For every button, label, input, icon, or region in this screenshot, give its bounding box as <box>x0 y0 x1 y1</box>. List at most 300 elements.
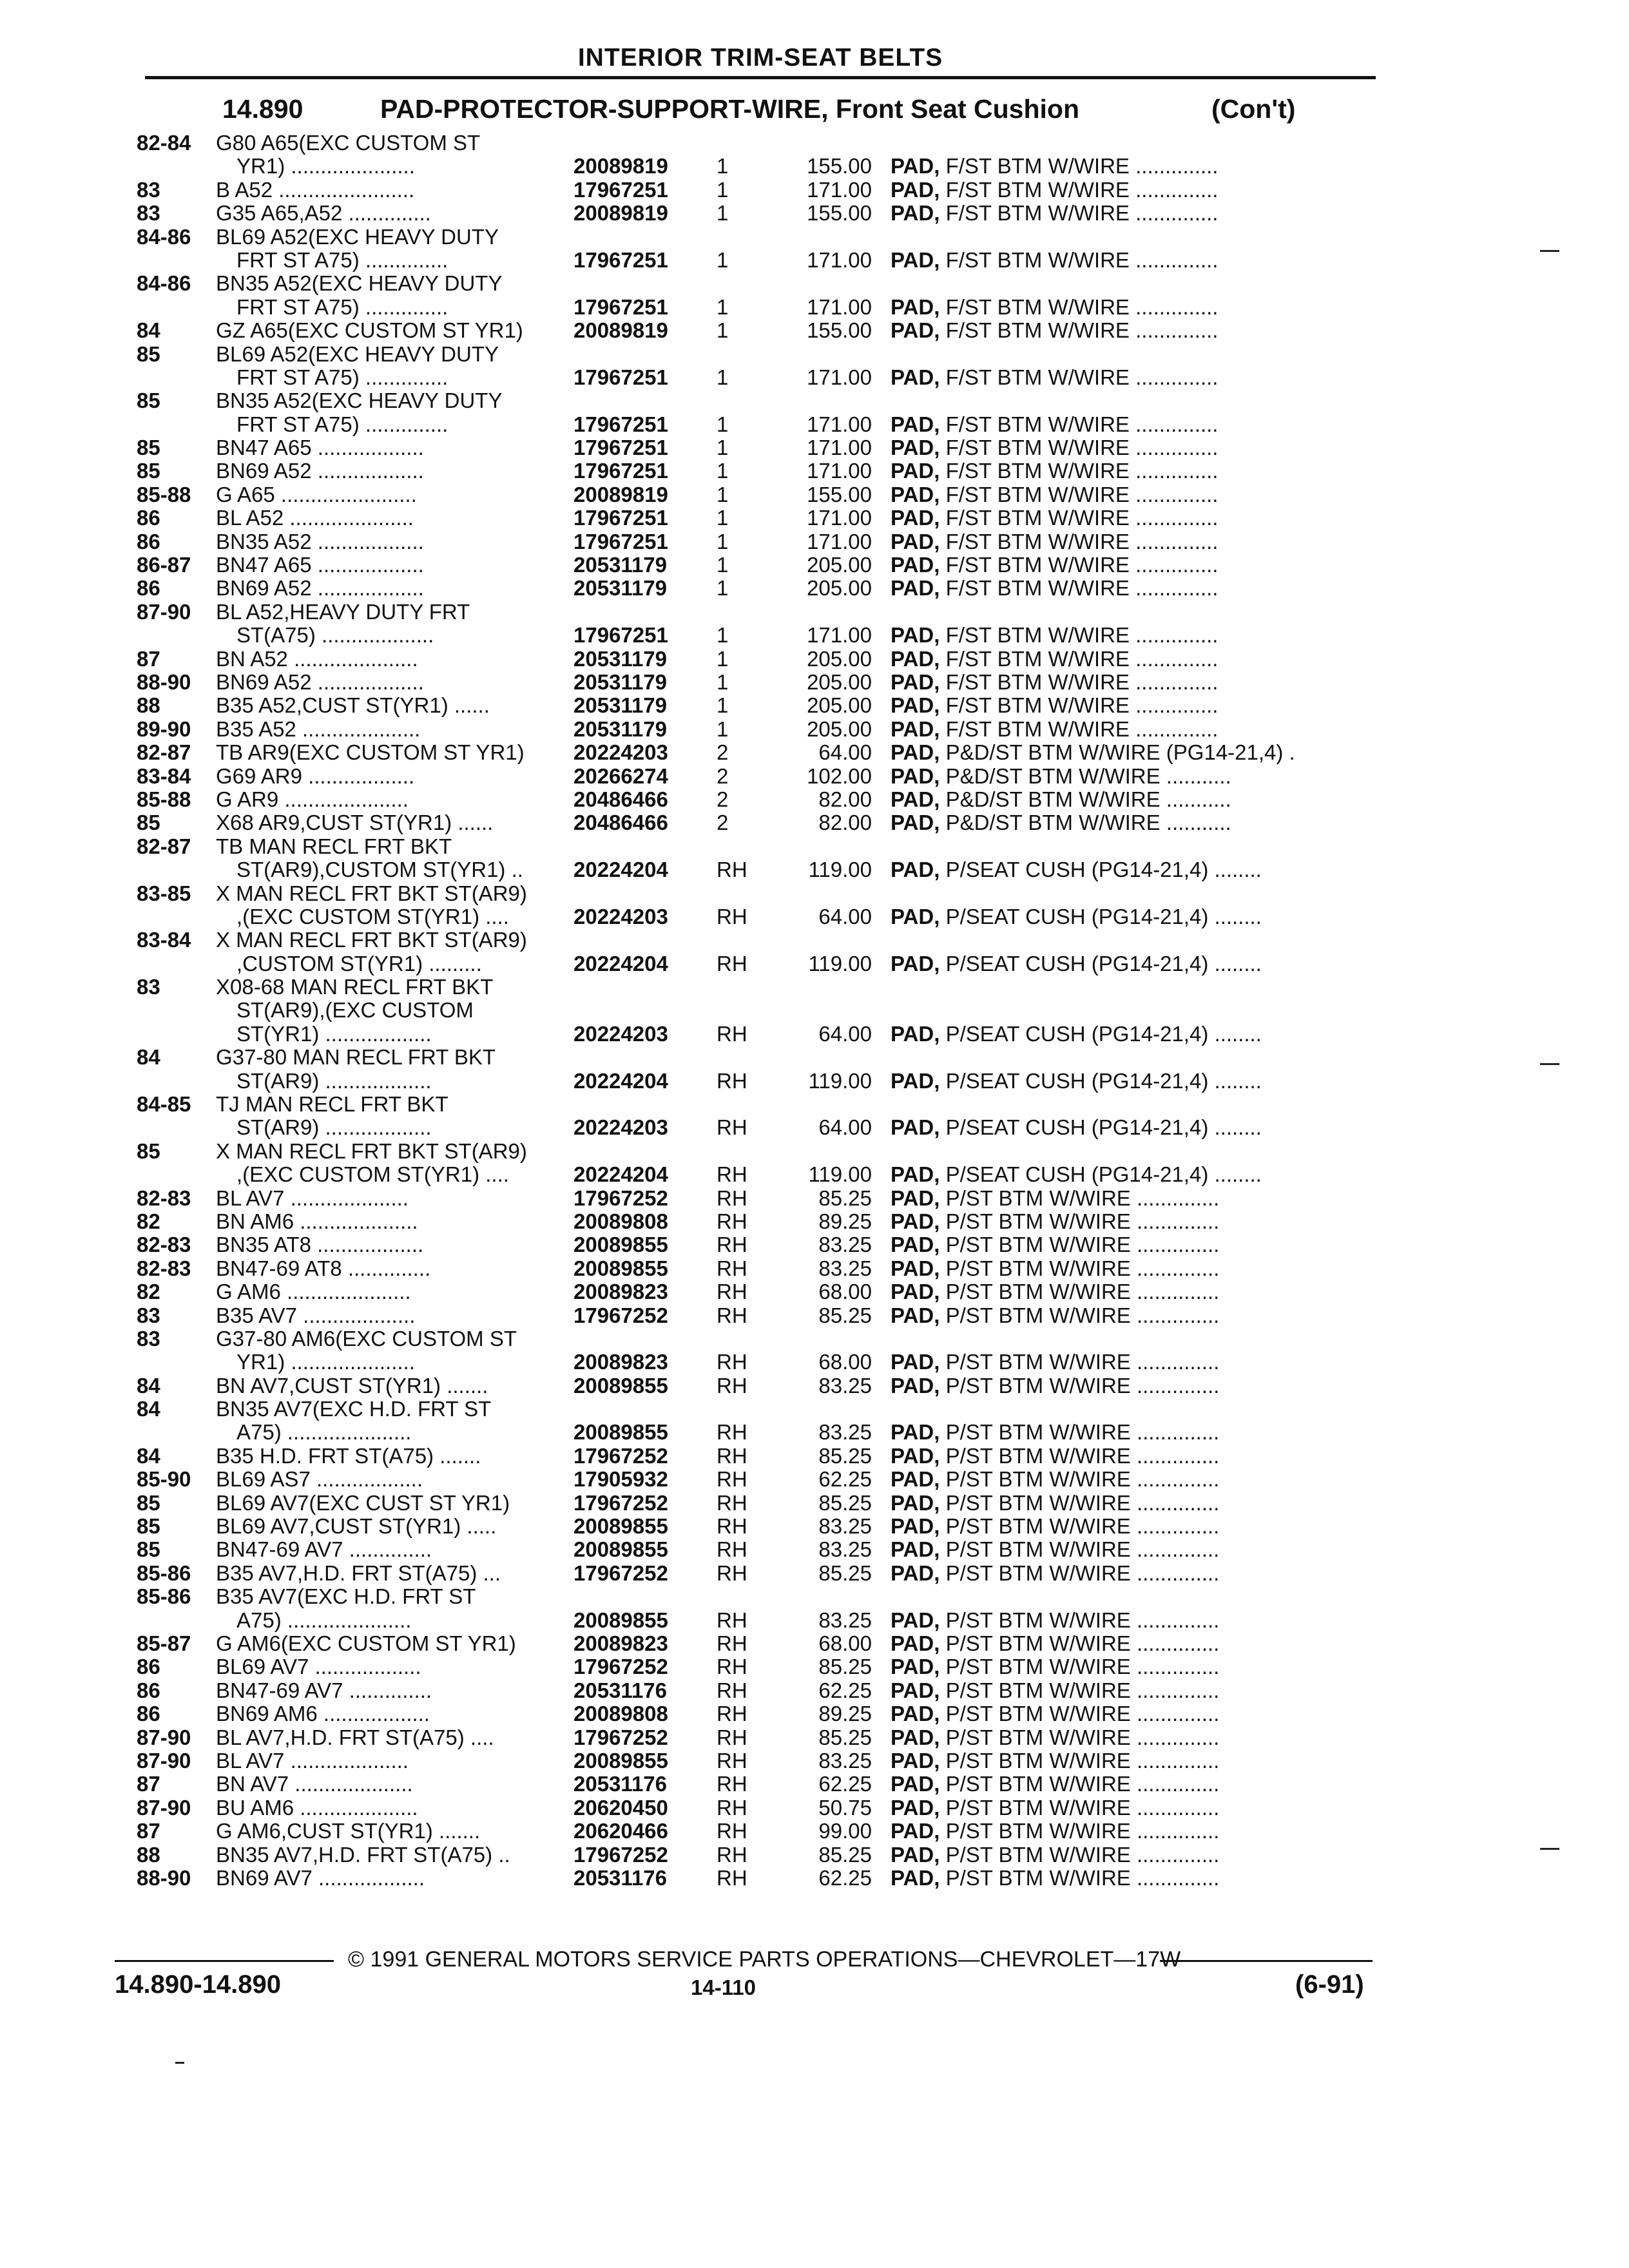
description: BN AM6 .................... <box>216 1209 418 1233</box>
table-row <box>0 741 1629 764</box>
model-year: 85 <box>137 436 160 460</box>
part-name: PAD, P/ST BTM W/WIRE .............. <box>891 1678 1220 1702</box>
model-year: 84 <box>137 1443 160 1468</box>
table-row <box>0 718 1629 741</box>
price: 89.25 <box>818 1702 872 1726</box>
table-row <box>0 249 1629 272</box>
price: 99.00 <box>818 1819 872 1843</box>
description: BL69 A52(EXC HEAVY DUTY <box>216 224 499 249</box>
part-number: 20089855 <box>574 1420 668 1445</box>
quantity: RH <box>717 1443 747 1468</box>
quantity: RH <box>717 1420 747 1445</box>
part-number: 20089808 <box>574 1209 668 1233</box>
part-name: PAD, P/ST BTM W/WIRE .............. <box>891 1702 1220 1726</box>
quantity: RH <box>717 1561 747 1585</box>
part-name: PAD, P/ST BTM W/WIRE .............. <box>891 1819 1220 1843</box>
part-number: 17967251 <box>574 412 668 436</box>
part-number: 20089855 <box>574 1256 668 1280</box>
price: 83.25 <box>818 1608 872 1632</box>
price: 82.00 <box>818 811 872 835</box>
price: 205.00 <box>807 553 872 577</box>
price: 64.00 <box>818 740 872 765</box>
table-row <box>0 1773 1629 1796</box>
quantity: RH <box>717 1678 747 1702</box>
quantity: RH <box>717 1725 747 1749</box>
title-rule <box>145 76 1376 79</box>
table-row <box>0 1398 1629 1421</box>
price: 64.00 <box>818 1115 872 1140</box>
description: BN47-69 AV7 .............. <box>216 1537 432 1562</box>
part-number: 20224204 <box>574 1162 668 1187</box>
table-row <box>0 1609 1629 1632</box>
description: BN69 AM6 .................. <box>216 1702 430 1726</box>
part-number: 17967251 <box>574 247 668 272</box>
part-number: 20089819 <box>574 318 668 343</box>
quantity: 1 <box>717 693 729 718</box>
part-name: PAD, F/ST BTM W/WIRE .............. <box>891 177 1219 202</box>
table-row <box>0 1210 1629 1233</box>
price: 89.25 <box>818 1209 872 1233</box>
description: G A65 ....................... <box>216 482 417 506</box>
table-row <box>0 178 1629 202</box>
model-year: 82-83 <box>137 1233 191 1257</box>
part-number: 17967251 <box>574 529 668 553</box>
part-name: PAD, P/SEAT CUSH (PG14-21,4) ........ <box>891 1115 1262 1140</box>
description: G AM6,CUST ST(YR1) ....... <box>216 1819 481 1843</box>
group-number: 14.890 <box>222 94 304 124</box>
table-row <box>0 694 1629 717</box>
description: BL A52 ..................... <box>216 506 414 530</box>
part-number: 20531179 <box>574 646 668 671</box>
model-year: 85 <box>137 1537 160 1562</box>
part-number: 20089823 <box>574 1350 668 1374</box>
part-name: PAD, P/ST BTM W/WIRE .............. <box>891 1795 1220 1820</box>
model-year: 85 <box>137 341 160 366</box>
quantity: 1 <box>717 646 729 671</box>
part-name: PAD, P/ST BTM W/WIRE .............. <box>891 1280 1220 1304</box>
footer-page-number: 14-110 <box>691 1975 756 1999</box>
model-year: 83 <box>137 1326 160 1350</box>
quantity: RH <box>717 1233 747 1257</box>
price: 85.25 <box>818 1443 872 1468</box>
table-row <box>0 1350 1629 1374</box>
description: BL69 AS7 .................. <box>216 1467 423 1492</box>
page-title: INTERIOR TRIM-SEAT BELTS <box>577 44 943 72</box>
price: 171.00 <box>807 177 872 202</box>
part-number: 20224203 <box>574 904 668 928</box>
part-number: 17967252 <box>574 1725 668 1749</box>
description: ST(AR9),(EXC CUSTOM <box>236 998 474 1023</box>
price: 83.25 <box>818 1233 872 1257</box>
part-number: 20531176 <box>574 1772 668 1796</box>
part-name: PAD, P/ST BTM W/WIRE .............. <box>891 1631 1220 1655</box>
part-name: PAD, F/ST BTM W/WIRE .............. <box>891 553 1219 577</box>
table-row <box>0 1632 1629 1655</box>
quantity: RH <box>717 1819 747 1843</box>
footer-rule-right <box>1160 1960 1373 1962</box>
quantity: RH <box>717 1702 747 1726</box>
parts-list <box>0 131 1629 1890</box>
part-name: PAD, F/ST BTM W/WIRE .............. <box>891 576 1219 601</box>
model-year: 88-90 <box>137 669 191 694</box>
price: 82.00 <box>818 787 872 811</box>
price: 83.25 <box>818 1514 872 1539</box>
model-year: 85 <box>137 1139 160 1163</box>
section-heading <box>0 94 1629 133</box>
model-year: 85 <box>137 811 160 835</box>
part-name: PAD, P/SEAT CUSH (PG14-21,4) ........ <box>891 1162 1262 1187</box>
table-row <box>0 952 1629 975</box>
description: BN69 A52 .................. <box>216 669 424 694</box>
model-year: 82 <box>137 1209 160 1233</box>
description: BN47-69 AV7 .............. <box>216 1678 432 1702</box>
part-name: PAD, P/ST BTM W/WIRE .............. <box>891 1256 1220 1280</box>
table-row <box>0 1562 1629 1585</box>
part-name: PAD, F/ST BTM W/WIRE .............. <box>891 201 1219 226</box>
part-number: 20089855 <box>574 1748 668 1773</box>
part-name: PAD, P/ST BTM W/WIRE .............. <box>891 1748 1220 1773</box>
part-number: 20620466 <box>574 1819 668 1843</box>
table-row <box>0 1492 1629 1515</box>
table-row <box>0 999 1629 1022</box>
part-name: PAD, P/ST BTM W/WIRE .............. <box>891 1490 1220 1515</box>
price: 171.00 <box>807 365 872 389</box>
part-name: PAD, P/SEAT CUSH (PG14-21,4) ........ <box>891 858 1262 882</box>
description: BN35 A52(EXC HEAVY DUTY <box>216 389 503 413</box>
table-row <box>0 389 1629 412</box>
price: 171.00 <box>807 247 872 272</box>
part-number: 20224203 <box>574 1115 668 1140</box>
continued-label: (Con't) <box>1211 94 1296 124</box>
model-year: 86 <box>137 1678 160 1702</box>
description: X08-68 MAN RECL FRT BKT <box>216 975 494 999</box>
description: BL69 A52(EXC HEAVY DUTY <box>216 341 499 366</box>
table-row <box>0 928 1629 952</box>
description: G37-80 AM6(EXC CUSTOM ST <box>216 1326 517 1350</box>
table-row <box>0 226 1629 249</box>
quantity: RH <box>717 1795 747 1820</box>
price: 83.25 <box>818 1373 872 1398</box>
model-year: 84 <box>137 1397 160 1421</box>
part-number: 20089855 <box>574 1537 668 1562</box>
part-name: PAD, P&D/ST BTM W/WIRE ........... <box>891 764 1231 788</box>
table-row <box>0 506 1629 530</box>
table-row <box>0 1327 1629 1350</box>
price: 119.00 <box>808 1162 872 1187</box>
price: 155.00 <box>807 482 872 506</box>
table-row <box>0 577 1629 600</box>
model-year: 85 <box>137 1514 160 1539</box>
margin-tick <box>1540 1063 1559 1065</box>
table-row <box>0 1655 1629 1678</box>
part-number: 20224203 <box>574 1021 668 1046</box>
price: 205.00 <box>807 576 872 601</box>
part-name: PAD, P&D/ST BTM W/WIRE ........... <box>891 811 1231 835</box>
price: 205.00 <box>807 693 872 718</box>
quantity: 2 <box>717 764 729 788</box>
description: YR1) ..................... <box>236 1350 415 1374</box>
quantity: 1 <box>717 436 729 460</box>
table-row <box>0 1280 1629 1303</box>
part-number: 17967252 <box>574 1561 668 1585</box>
table-row <box>0 343 1629 366</box>
table-row <box>0 1538 1629 1561</box>
price: 171.00 <box>807 294 872 319</box>
price: 171.00 <box>807 412 872 436</box>
part-name: PAD, P/ST BTM W/WIRE .............. <box>891 1842 1220 1867</box>
description: TB MAN RECL FRT BKT <box>216 834 452 858</box>
quantity: 2 <box>717 740 729 765</box>
description: B35 A52 .................... <box>216 716 421 741</box>
description: BN47-69 AT8 .............. <box>216 1256 431 1280</box>
quantity: RH <box>717 1186 747 1210</box>
description: BN AV7,CUST ST(YR1) ....... <box>216 1373 488 1398</box>
price: 119.00 <box>808 1068 872 1093</box>
part-name: PAD, P/ST BTM W/WIRE .............. <box>891 1608 1220 1632</box>
footer-group-range: 14.890-14.890 <box>115 1970 282 1999</box>
model-year: 87 <box>137 1772 160 1796</box>
table-row <box>0 1304 1629 1327</box>
description: ,(EXC CUSTOM ST(YR1) .... <box>236 904 509 928</box>
part-name: PAD, P/SEAT CUSH (PG14-21,4) ........ <box>891 951 1262 975</box>
part-name: PAD, F/ST BTM W/WIRE .............. <box>891 412 1219 436</box>
table-row <box>0 272 1629 295</box>
table-row <box>0 648 1629 671</box>
model-year: 85-90 <box>137 1467 191 1492</box>
description: BN47 A65 .................. <box>216 436 424 460</box>
part-name: PAD, F/ST BTM W/WIRE .............. <box>891 436 1219 460</box>
part-number: 20089855 <box>574 1233 668 1257</box>
part-number: 20266274 <box>574 764 668 788</box>
description: G AM6 ..................... <box>216 1280 411 1304</box>
table-row <box>0 1421 1629 1444</box>
margin-tick <box>1540 1848 1559 1850</box>
description: BN47 A65 .................. <box>216 553 424 577</box>
model-year: 85-88 <box>137 787 191 811</box>
part-name: PAD, F/ST BTM W/WIRE .............. <box>891 294 1219 319</box>
model-year: 88 <box>137 693 160 718</box>
description: A75) ..................... <box>236 1420 412 1445</box>
price: 171.00 <box>807 436 872 460</box>
description: BL A52,HEAVY DUTY FRT <box>216 599 470 624</box>
quantity: 1 <box>717 553 729 577</box>
table-row <box>0 296 1629 319</box>
price: 83.25 <box>818 1420 872 1445</box>
description: BN AV7 .................... <box>216 1772 413 1796</box>
part-name: PAD, F/ST BTM W/WIRE .............. <box>891 318 1219 343</box>
quantity: RH <box>717 1115 747 1140</box>
model-year: 85 <box>137 389 160 413</box>
table-row <box>0 1070 1629 1093</box>
price: 85.25 <box>818 1725 872 1749</box>
table-row <box>0 1187 1629 1210</box>
model-year: 83 <box>137 975 160 999</box>
part-number: 20089855 <box>574 1608 668 1632</box>
part-name: PAD, P/ST BTM W/WIRE .............. <box>891 1233 1220 1257</box>
part-number: 20531176 <box>574 1865 668 1890</box>
description: ST(AR9),CUSTOM ST(YR1) .. <box>236 858 523 882</box>
part-number: 20224204 <box>574 858 668 882</box>
price: 102.00 <box>807 764 872 788</box>
model-year: 82 <box>137 1280 160 1304</box>
table-row <box>0 553 1629 577</box>
price: 119.00 <box>808 858 872 882</box>
table-row <box>0 1796 1629 1820</box>
price: 62.25 <box>818 1467 872 1492</box>
part-name: PAD, P/ST BTM W/WIRE .............. <box>891 1655 1220 1679</box>
price: 62.25 <box>818 1772 872 1796</box>
part-number: 20089819 <box>574 482 668 506</box>
part-name: PAD, P/ST BTM W/WIRE .............. <box>891 1561 1220 1585</box>
price: 171.00 <box>807 459 872 483</box>
description: BN A52 ..................... <box>216 646 418 671</box>
model-year: 83 <box>137 1303 160 1327</box>
description: B35 A52,CUST ST(YR1) ...... <box>216 693 490 718</box>
price: 205.00 <box>807 669 872 694</box>
table-row <box>0 1046 1629 1069</box>
quantity: RH <box>717 858 747 882</box>
part-name: PAD, F/ST BTM W/WIRE .............. <box>891 154 1219 178</box>
model-year: 84 <box>137 1045 160 1070</box>
table-row <box>0 1093 1629 1116</box>
price: 171.00 <box>807 506 872 530</box>
table-row <box>0 624 1629 647</box>
description: G69 AR9 .................. <box>216 764 415 788</box>
description: BN69 AV7 .................. <box>216 1865 425 1890</box>
quantity: RH <box>717 1021 747 1046</box>
quantity: RH <box>717 951 747 975</box>
group-name: PAD-PROTECTOR-SUPPORT-WIRE, Front Seat Cushion <box>380 94 1079 124</box>
part-name: PAD, P/ST BTM W/WIRE .............. <box>891 1350 1220 1374</box>
quantity: 1 <box>717 482 729 506</box>
part-name: PAD, F/ST BTM W/WIRE .............. <box>891 482 1219 506</box>
part-number: 17905932 <box>574 1467 668 1492</box>
table-row <box>0 1257 1629 1280</box>
model-year: 86 <box>137 576 160 601</box>
part-name: PAD, P/ST BTM W/WIRE .............. <box>891 1865 1220 1890</box>
part-name: PAD, P/ST BTM W/WIRE .............. <box>891 1186 1220 1210</box>
table-row <box>0 1702 1629 1725</box>
description: G AM6(EXC CUSTOM ST YR1) <box>216 1631 516 1655</box>
description: BL AV7 .................... <box>216 1186 409 1210</box>
model-year: 84-86 <box>137 224 191 249</box>
part-number: 20089823 <box>574 1631 668 1655</box>
model-year: 84 <box>137 318 160 343</box>
table-row <box>0 601 1629 624</box>
model-year: 87-90 <box>137 1748 191 1773</box>
price: 171.00 <box>807 623 872 648</box>
description: BN35 A52 .................. <box>216 529 424 553</box>
table-row <box>0 483 1629 506</box>
description: ,(EXC CUSTOM ST(YR1) .... <box>236 1162 509 1187</box>
quantity: RH <box>717 1350 747 1374</box>
description: BL AV7,H.D. FRT ST(A75) .... <box>216 1725 494 1749</box>
description: X MAN RECL FRT BKT ST(AR9) <box>216 1139 527 1163</box>
table-row <box>0 882 1629 905</box>
description: BN35 AT8 .................. <box>216 1233 424 1257</box>
description: B35 H.D. FRT ST(A75) ....... <box>216 1443 481 1468</box>
quantity: 1 <box>717 459 729 483</box>
part-number: 17967252 <box>574 1842 668 1867</box>
part-number: 17967251 <box>574 177 668 202</box>
description: BN35 A52(EXC HEAVY DUTY <box>216 271 503 296</box>
part-number: 17967251 <box>574 294 668 319</box>
part-number: 20089819 <box>574 154 668 178</box>
quantity: 1 <box>717 506 729 530</box>
margin-tick <box>1540 250 1559 252</box>
quantity: 1 <box>717 529 729 553</box>
part-name: PAD, P/ST BTM W/WIRE .............. <box>891 1303 1220 1327</box>
description: GZ A65(EXC CUSTOM ST YR1) <box>216 318 523 343</box>
table-row <box>0 1679 1629 1702</box>
model-year: 86 <box>137 1702 160 1726</box>
part-name: PAD, P/SEAT CUSH (PG14-21,4) ........ <box>891 1021 1262 1046</box>
quantity: 1 <box>717 294 729 319</box>
part-number: 17967251 <box>574 623 668 648</box>
model-year: 85-87 <box>137 1631 191 1655</box>
model-year: 86 <box>137 529 160 553</box>
description: ST(AR9) .................. <box>236 1068 432 1093</box>
description: G80 A65(EXC CUSTOM ST <box>216 131 481 155</box>
price: 83.25 <box>818 1256 872 1280</box>
table-row <box>0 1749 1629 1773</box>
table-row <box>0 788 1629 811</box>
footer-rule-left <box>115 1960 334 1962</box>
quantity: RH <box>717 1514 747 1539</box>
model-year: 82-83 <box>137 1256 191 1280</box>
part-name: PAD, F/ST BTM W/WIRE .............. <box>891 529 1219 553</box>
model-year: 85 <box>137 459 160 483</box>
footer-edition: (6-91) <box>1295 1970 1364 1999</box>
quantity: RH <box>717 1209 747 1233</box>
price: 85.25 <box>818 1561 872 1585</box>
table-row <box>0 905 1629 928</box>
table-row <box>0 530 1629 553</box>
price: 155.00 <box>807 318 872 343</box>
quantity: 1 <box>717 716 729 741</box>
part-number: 17967251 <box>574 506 668 530</box>
description: B35 AV7(EXC H.D. FRT ST <box>216 1584 476 1609</box>
quantity: RH <box>717 1303 747 1327</box>
part-number: 20089855 <box>574 1514 668 1539</box>
quantity: RH <box>717 1280 747 1304</box>
part-number: 20089808 <box>574 1702 668 1726</box>
part-number: 20486466 <box>574 811 668 835</box>
table-row <box>0 459 1629 483</box>
part-number: 17967251 <box>574 365 668 389</box>
description: B35 AV7 ................... <box>216 1303 416 1327</box>
part-number: 20224203 <box>574 740 668 765</box>
price: 155.00 <box>807 201 872 226</box>
price: 171.00 <box>807 529 872 553</box>
description: B A52 ....................... <box>216 177 415 202</box>
part-name: PAD, F/ST BTM W/WIRE .............. <box>891 669 1219 694</box>
quantity: 1 <box>717 201 729 226</box>
part-name: PAD, P/ST BTM W/WIRE .............. <box>891 1725 1220 1749</box>
description: BL69 AV7 .................. <box>216 1655 421 1679</box>
table-row <box>0 413 1629 436</box>
model-year: 86 <box>137 1655 160 1679</box>
part-number: 20531179 <box>574 553 668 577</box>
part-name: PAD, P/ST BTM W/WIRE .............. <box>891 1514 1220 1539</box>
table-row <box>0 1867 1629 1890</box>
model-year: 83-84 <box>137 928 191 952</box>
description: X MAN RECL FRT BKT ST(AR9) <box>216 928 527 952</box>
quantity: 1 <box>717 623 729 648</box>
model-year: 88 <box>137 1842 160 1867</box>
quantity: RH <box>717 1373 747 1398</box>
quantity: 2 <box>717 787 729 811</box>
